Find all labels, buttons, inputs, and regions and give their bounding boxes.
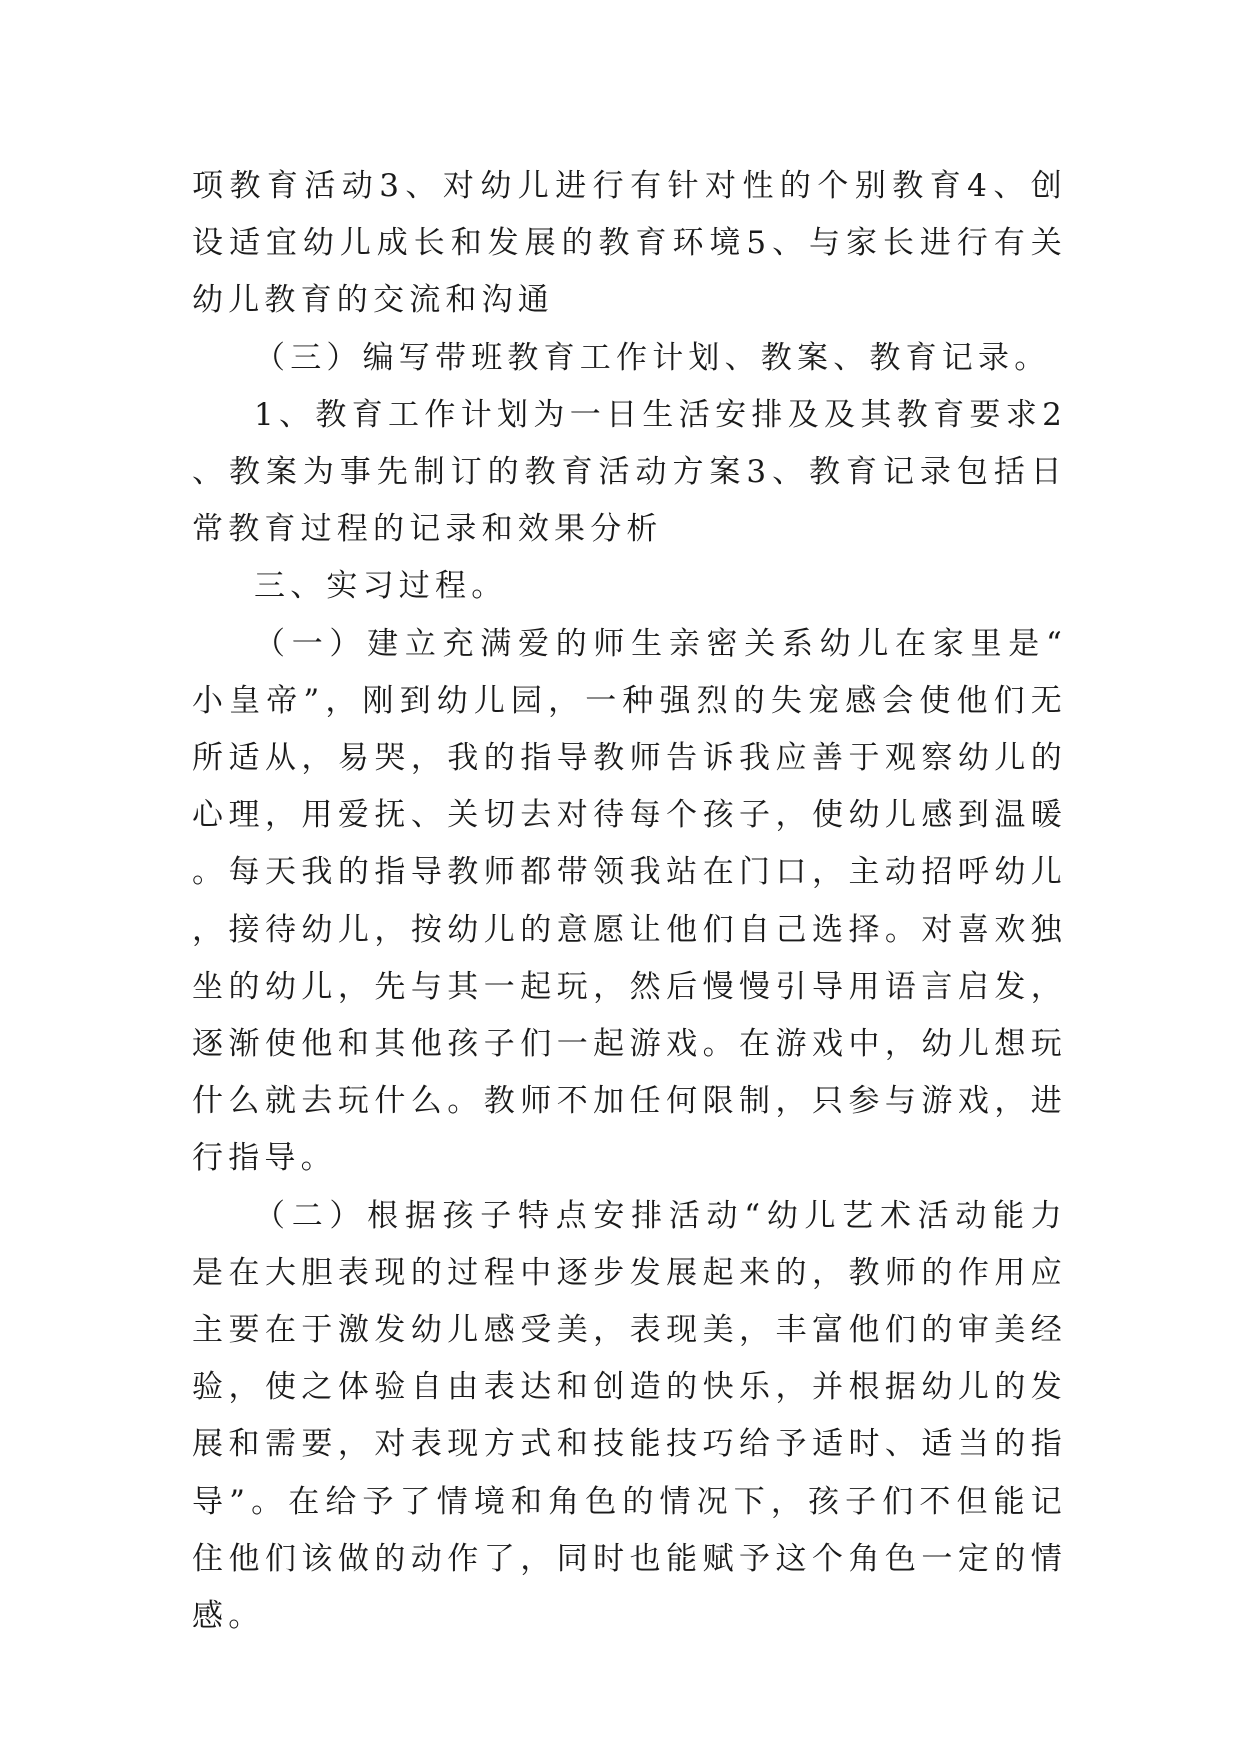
paragraph-activity-arrangement: （二）根据孩子特点安排活动“幼儿艺术活动能力是在大胆表现的过程中逐步发展起来的，教师的作用应主要在于激发幼儿感受美，表现美，丰富他们的审美经验，使之体验自由表达和创造的快乐，并根据幼儿的发展和需要，对表现方式和技能技巧给予适时、适当的指导”。在给予了情境和角色的情况下，孩子们不但能记住他们该做的动作了，同时也能赋予这个角色一定的情感。 bbox=[192, 1197, 1067, 1635]
paragraph-teacher-student-relationship: （一）建立充满爱的师生亲密关系幼儿在家里是“小皇帝”，刚到幼儿园，一种强烈的失宠感会使他们无所适从，易哭，我的指导教师告诉我应善于观察幼儿的心理，用爱抚、关切去对待每个孩子，使幼儿感到温暖。每天我的指导教师都带领我站在门口，主动招呼幼儿，接待幼儿，按幼儿的意愿让他们自己选择。对喜欢独坐的幼儿，先与其一起玩，然后慢慢引导用语言启发，逐渐使他和其他孩子们一起游戏。在游戏中，幼儿想玩什么就去玩什么。教师不加任何限制，只参与游戏，进行指导。 bbox=[192, 625, 1067, 1177]
paragraph-education-tasks-continued: 项教育活动3、对幼儿进行有针对性的个别教育4、创设适宜幼儿成长和发展的教育环境5、与家长进行有关幼儿教育的交流和沟通 bbox=[192, 168, 1067, 319]
paragraph-section-heading-plans: （三）编写带班教育工作计划、教案、教育记录。 bbox=[254, 339, 1051, 376]
document-body bbox=[192, 158, 1067, 1645]
paragraph-plan-details: 1、教育工作计划为一日生活安排及及其教育要求2、教案为事先制订的教育活动方案3、教育记录包括日常教育过程的记录和效果分析 bbox=[192, 396, 1067, 548]
paragraph-section-heading-process: 三、实习过程。 bbox=[254, 568, 508, 605]
